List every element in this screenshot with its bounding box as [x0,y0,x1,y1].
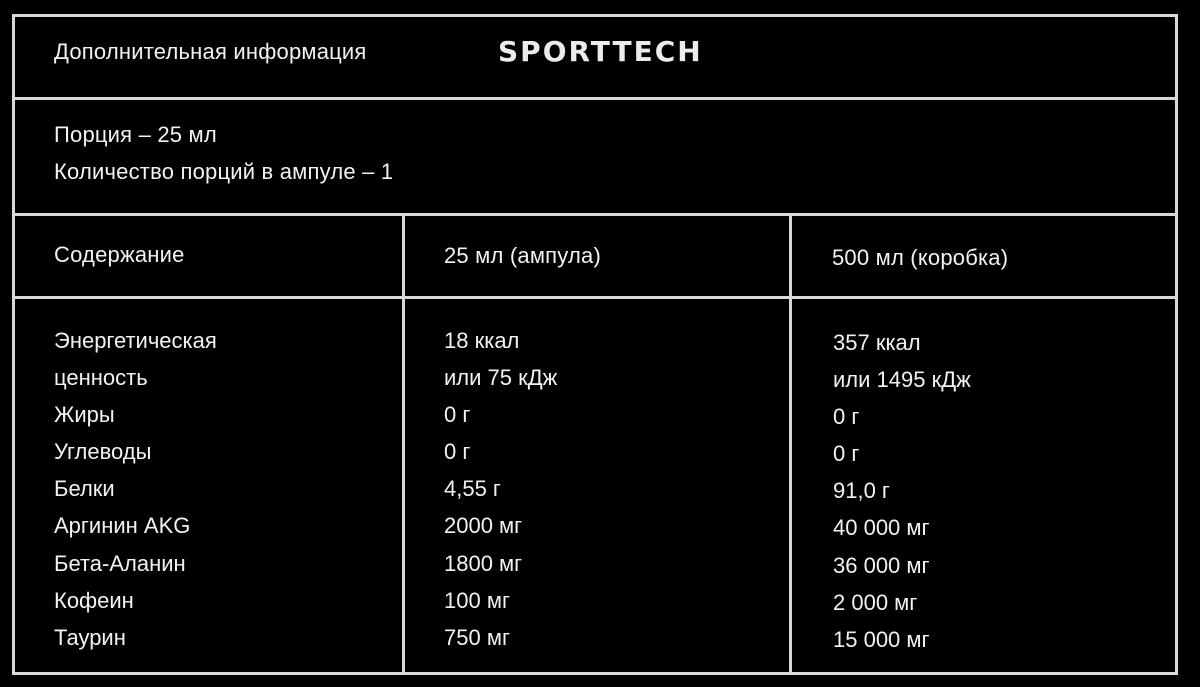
column-divider-1 [402,215,405,675]
table-cell-ampoule: 2000 мг [444,513,523,539]
table-cell-box: 0 г [833,441,860,467]
table-cell-box: 91,0 г [833,478,890,504]
table-cell-box: 40 000 мг [833,515,930,541]
divider-column-headers [12,296,1178,299]
table-row-label: Энергетическая [54,328,217,353]
column-header-box: 500 мл (коробка) [832,245,1009,270]
table-cell-ampoule: 1800 мг [444,550,523,576]
table-cell-box: 36 000 мг [833,552,930,578]
column-divider-2 [789,215,792,675]
table-cell-ampoule: 750 мг [444,624,510,650]
table-cell-box: 2 000 мг [833,589,918,615]
table-cell-ampoule: 100 мг [444,587,510,613]
brand-logo: SPORTTECH [498,35,703,68]
serving-size: Порция – 25 мл [54,122,217,147]
section-title: Дополнительная информация [54,39,367,64]
table-row-label: Жиры [54,402,115,428]
box-values-column [833,324,971,658]
divider-serving [12,213,1178,216]
table-cell-box: 15 000 мг [833,626,930,652]
table-row-label: ценность [54,365,148,391]
table-cell-box: 0 г [833,404,860,430]
table-cell-box: 357 ккал [833,330,921,355]
table-cell-box: или 1495 кДж [833,367,971,393]
table-cell-ampoule: 18 ккал [444,328,520,353]
nutrient-names-column [54,322,217,656]
table-row-label: Белки [54,476,115,502]
table-row-label: Аргинин AKG [54,513,191,539]
table-row-label: Кофеин [54,587,134,613]
divider-header [12,97,1178,100]
table-row-label: Бета-Аланин [54,550,186,576]
column-header-content: Содержание [54,242,185,267]
table-cell-ampoule: 0 г [444,402,471,428]
table-cell-ampoule: 4,55 г [444,476,501,502]
table-cell-ampoule: или 75 кДж [444,365,558,391]
column-header-ampoule: 25 мл (ампула) [444,243,601,268]
table-cell-ampoule: 0 г [444,439,471,465]
table-row-label: Углеводы [54,439,152,465]
ampoule-values-column [444,322,557,656]
table-row-label: Таурин [54,624,126,650]
servings-per-ampoule: Количество порций в ампуле – 1 [54,159,394,184]
